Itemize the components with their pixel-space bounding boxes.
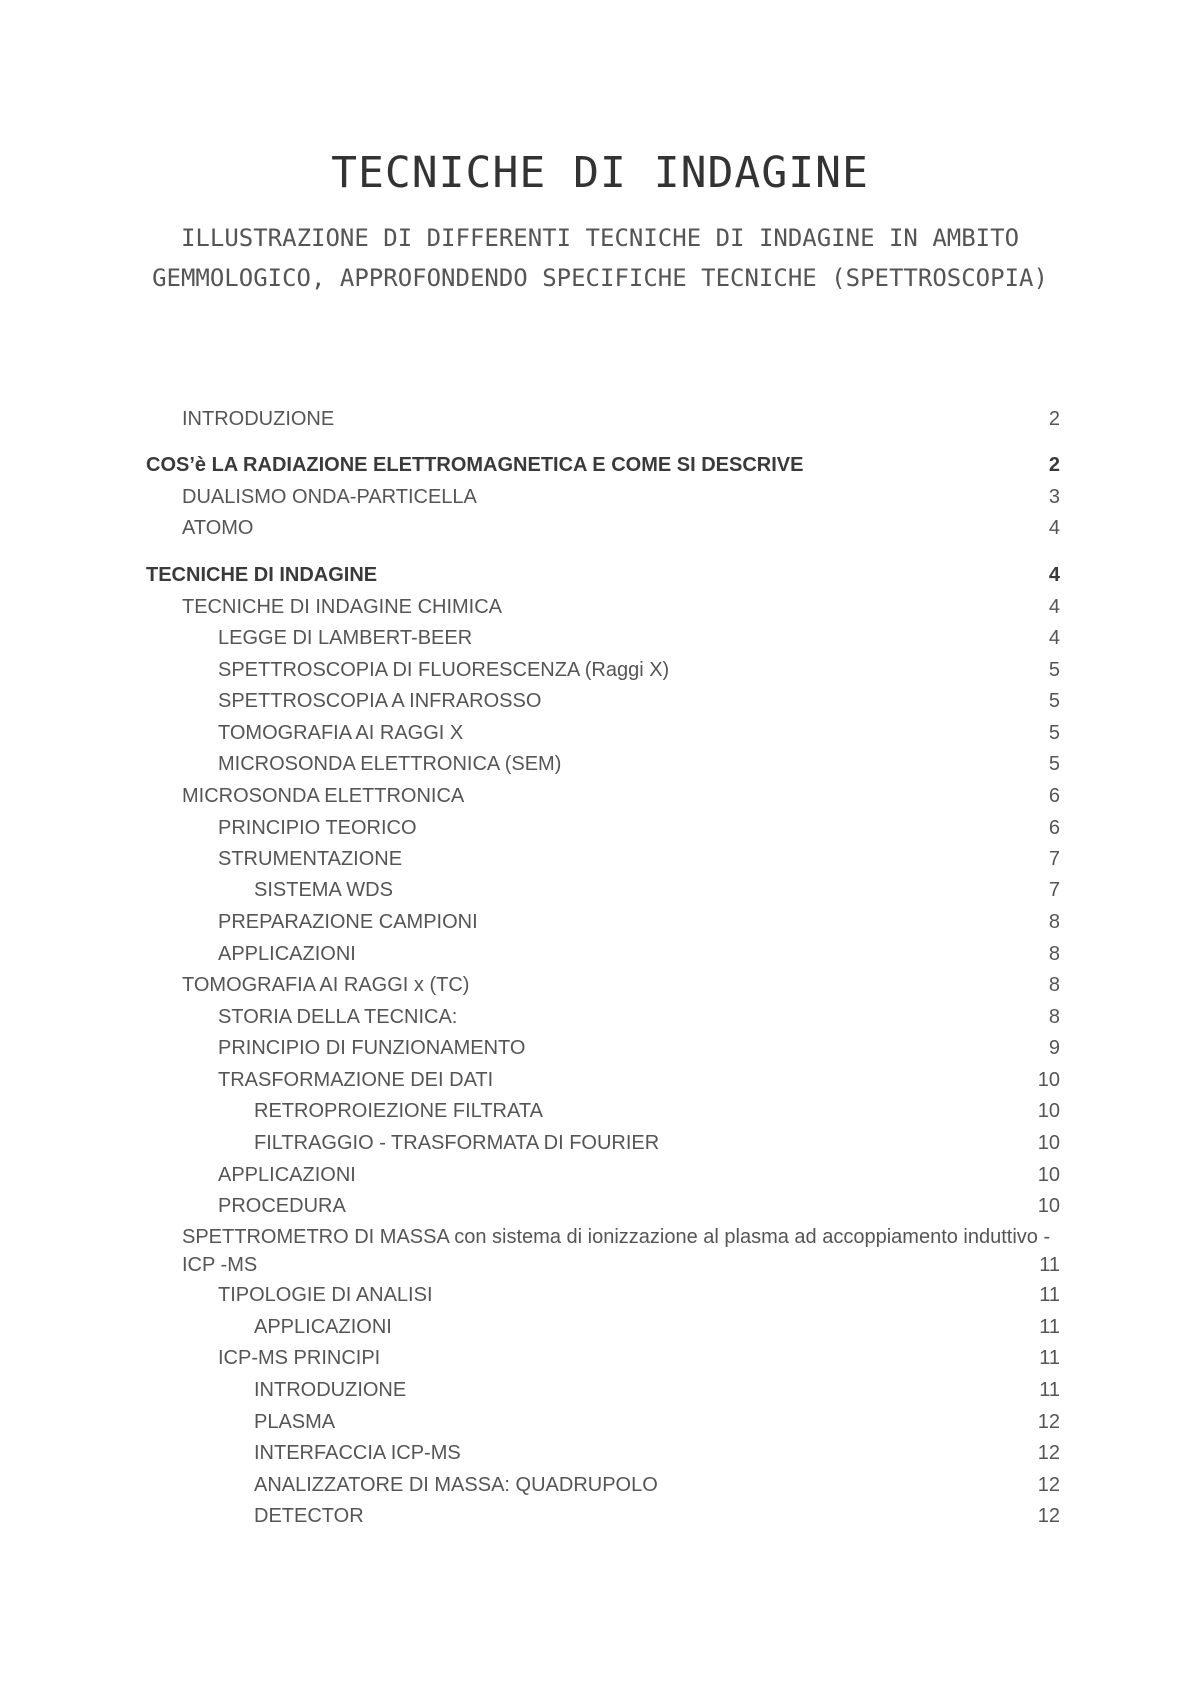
toc-entry[interactable] (0, 813, 1200, 843)
toc-page-number: 11 (1039, 1347, 1060, 1369)
toc-entry-label: APPLICAZIONI (218, 943, 356, 965)
toc-entry[interactable] (0, 513, 1200, 543)
toc-entry[interactable] (0, 1280, 1200, 1310)
toc-page-number: 4 (1048, 627, 1060, 649)
toc-entry[interactable] (0, 1065, 1200, 1095)
toc-page-number: 11 (1039, 1254, 1060, 1276)
toc-entry-label: PRINCIPIO TEORICO (218, 817, 417, 839)
toc-page-number: 6 (1048, 817, 1060, 839)
toc-entry-label: DETECTOR (254, 1505, 364, 1527)
toc-entry-label: INTRODUZIONE (254, 1379, 407, 1401)
toc-entry[interactable] (0, 1312, 1200, 1342)
toc-page-number: 4 (1048, 596, 1060, 618)
toc-entry-label: ATOMO (182, 517, 254, 539)
toc-entry[interactable] (0, 875, 1200, 905)
toc-entry[interactable] (0, 970, 1200, 1000)
toc-entry-label: PLASMA (254, 1411, 336, 1433)
toc-page-number: 11 (1039, 1284, 1060, 1306)
toc-entry-label: STRUMENTAZIONE (218, 848, 403, 870)
toc-entry-label: TECNICHE DI INDAGINE CHIMICA (182, 596, 503, 618)
toc-page-number: 7 (1048, 848, 1060, 870)
toc-entry[interactable] (0, 686, 1200, 716)
toc-entry-label: SPETTROMETRO DI MASSA con sistema di ionizzazione al plasma ad accoppiamento induttivo -ICP -MS (182, 1226, 1051, 1276)
toc-page-number: 12 (1037, 1411, 1060, 1433)
document-title: TECNICHE DI INDAGINE (331, 148, 869, 198)
toc-page-number: 7 (1048, 879, 1060, 901)
toc-entry-label: TRASFORMAZIONE DEI DATI (218, 1069, 494, 1091)
toc-entry[interactable] (0, 1501, 1200, 1531)
toc-entry-label: COS’è LA RADIAZIONE ELETTROMAGNETICA E COME SI DESCRIVE (146, 454, 804, 476)
toc-entry-label: INTRODUZIONE (182, 408, 335, 430)
toc-page-number: 12 (1037, 1442, 1060, 1464)
toc-entry[interactable] (0, 1223, 1200, 1281)
toc-page-number: 12 (1037, 1505, 1060, 1527)
toc-entry[interactable] (0, 1407, 1200, 1437)
toc-page-number: 8 (1048, 943, 1060, 965)
toc-page-number: 10 (1037, 1195, 1060, 1217)
toc-entry-label: SISTEMA WDS (254, 879, 393, 901)
toc-entry[interactable] (0, 655, 1200, 685)
toc-entry-label: MICROSONDA ELETTRONICA (SEM) (218, 753, 562, 775)
toc-entry[interactable] (0, 623, 1200, 653)
toc-entry-label: MICROSONDA ELETTRONICA (182, 785, 465, 807)
toc-page-number: 5 (1048, 659, 1060, 681)
toc-entry-label: TOMOGRAFIA AI RAGGI X (218, 722, 464, 744)
toc-entry[interactable] (0, 1002, 1200, 1032)
toc-entry[interactable] (0, 781, 1200, 811)
toc-entry[interactable] (0, 1160, 1200, 1190)
toc-entry-label: APPLICAZIONI (218, 1164, 356, 1186)
toc-entry[interactable] (0, 749, 1200, 779)
toc-entry[interactable] (0, 1096, 1200, 1126)
toc-entry[interactable] (0, 1470, 1200, 1500)
toc-page-number: 5 (1048, 753, 1060, 775)
toc-entry-label: DUALISMO ONDA-PARTICELLA (182, 486, 477, 508)
toc-page-number: 12 (1037, 1474, 1060, 1496)
toc-entry[interactable] (0, 1375, 1200, 1405)
toc-page-number: 11 (1039, 1316, 1060, 1338)
toc-entry[interactable] (0, 560, 1200, 590)
toc-entry[interactable] (0, 592, 1200, 622)
toc-entry-label: STORIA DELLA TECNICA: (218, 1006, 458, 1028)
toc-page-number: 10 (1037, 1100, 1060, 1122)
toc-entry-label: PRINCIPIO DI FUNZIONAMENTO (218, 1037, 526, 1059)
toc-entry-label: APPLICAZIONI (254, 1316, 392, 1338)
toc-entry[interactable] (0, 482, 1200, 512)
toc-entry[interactable] (0, 1191, 1200, 1221)
toc-entry[interactable] (0, 450, 1200, 480)
toc-entry[interactable] (0, 1438, 1200, 1468)
toc-entry[interactable] (0, 844, 1200, 874)
toc-entry-label: PROCEDURA (218, 1195, 346, 1217)
toc-entry-label: PREPARAZIONE CAMPIONI (218, 911, 478, 933)
toc-entry[interactable] (0, 1128, 1200, 1158)
toc-page-number: 4 (1048, 564, 1060, 586)
toc-entry-label: TECNICHE DI INDAGINE (146, 564, 378, 586)
toc-page-number: 3 (1048, 486, 1060, 508)
toc-page-number: 8 (1048, 1006, 1060, 1028)
toc-entry-label: SPETTROSCOPIA DI FLUORESCENZA (Raggi X) (218, 659, 670, 681)
toc-entry[interactable] (0, 1033, 1200, 1063)
toc-page-number: 11 (1039, 1379, 1060, 1401)
toc-page-number: 4 (1048, 517, 1060, 539)
toc-page-number: 2 (1048, 454, 1060, 476)
toc-entry-label: ANALIZZATORE DI MASSA: QUADRUPOLO (254, 1474, 658, 1496)
toc-entry-label: LEGGE DI LAMBERT-BEER (218, 627, 473, 649)
toc-entry-label: INTERFACCIA ICP-MS (254, 1442, 461, 1464)
toc-page-number: 5 (1048, 690, 1060, 712)
toc-entry-label: RETROPROIEZIONE FILTRATA (254, 1100, 543, 1122)
toc-entry-label: SPETTROSCOPIA A INFRAROSSO (218, 690, 542, 712)
toc-entry-label: ICP-MS PRINCIPI (218, 1347, 381, 1369)
toc-entry[interactable] (0, 907, 1200, 937)
toc-page-number: 8 (1048, 974, 1060, 996)
toc-page-number: 10 (1037, 1132, 1060, 1154)
toc-page-number: 2 (1048, 408, 1060, 430)
toc-entry[interactable] (0, 939, 1200, 969)
toc-entry-label: TIPOLOGIE DI ANALISI (218, 1284, 433, 1306)
toc-page-number: 8 (1048, 911, 1060, 933)
toc-page-number: 6 (1048, 785, 1060, 807)
toc-entry[interactable] (0, 718, 1200, 748)
toc-page-number: 10 (1037, 1164, 1060, 1186)
toc-page-number: 10 (1037, 1069, 1060, 1091)
toc-entry[interactable] (0, 1343, 1200, 1373)
toc-entry-label: FILTRAGGIO - TRASFORMATA DI FOURIER (254, 1132, 660, 1154)
document-subtitle: ILLUSTRAZIONE DI DIFFERENTI TECNICHE DI INDAGINE IN AMBITO GEMMOLOGICO, APPROFONDENDO SPECIFICHE TECNICHE (SPETTROSCOPIA) (152, 224, 1048, 292)
toc-entry-label: TOMOGRAFIA AI RAGGI x (TC) (182, 974, 470, 996)
toc-page-number: 9 (1048, 1037, 1060, 1059)
toc-page-number: 5 (1048, 722, 1060, 744)
toc-entry[interactable] (0, 404, 1200, 434)
